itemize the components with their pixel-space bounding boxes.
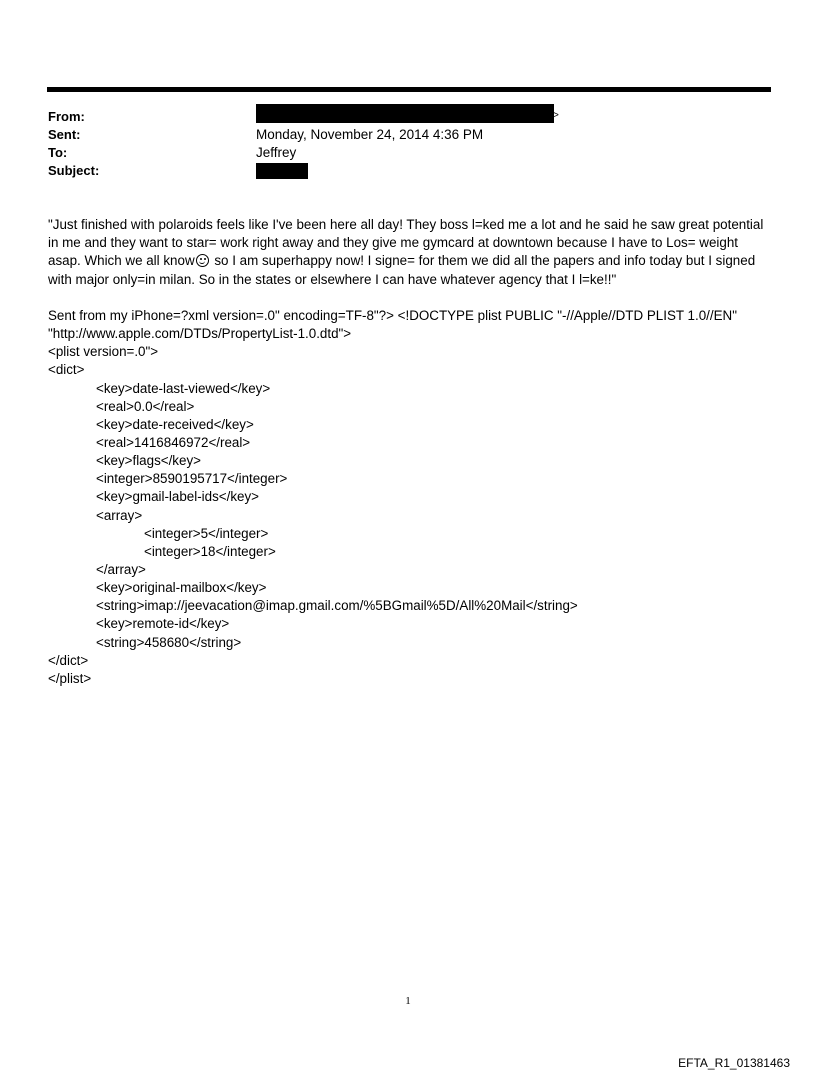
- message-body-part1: "Just finished with polaroids feels like I've been here all day! They boss l=ked me a lot and he said he saw great potential in me and they want to star= work right away and they give me gymcard at downtown because I have to Los= weight asap. Which we all know: [48, 217, 764, 269]
- plist-line: <integer>5</integer>: [144, 525, 269, 541]
- sent-label: Sent:: [48, 127, 81, 142]
- to-label: To:: [48, 145, 68, 160]
- plist-line: "http://www.apple.com/DTDs/PropertyList-1.0.dtd">: [48, 326, 352, 342]
- from-redaction: [256, 104, 554, 123]
- plist-block: [48, 307, 788, 688]
- header-rule: [47, 87, 771, 92]
- sent-value: Monday, November 24, 2014 4:36 PM: [256, 127, 484, 142]
- plist-line: <key>remote-id</key>: [96, 616, 230, 632]
- from-trailing-char: >: [553, 110, 559, 121]
- plist-line: <key>original-mailbox</key>: [96, 580, 267, 596]
- subject-label: Subject:: [48, 163, 100, 178]
- plist-line: <key>date-last-viewed</key>: [96, 380, 271, 396]
- to-value: Jeffrey: [256, 145, 297, 160]
- plist-line: <array>: [96, 507, 143, 523]
- plist-line: <plist version=.0">: [48, 344, 159, 360]
- plist-line: <key>date-received</key>: [96, 416, 254, 432]
- plist-line: Sent from my iPhone=?xml version=.0" encoding=TF-8"?> <!DOCTYPE plist PUBLIC "-//Apple//DTD PLIST 1.0//EN": [48, 308, 737, 323]
- document-id: EFTA_R1_01381463: [678, 1056, 790, 1070]
- plist-line: <string>imap://jeevacation@imap.gmail.com/%5BGmail%5D/All%20Mail</string>: [96, 598, 578, 614]
- smiley-icon: [196, 254, 209, 267]
- plist-line: <integer>18</integer>: [144, 543, 276, 559]
- page-number: 1: [405, 995, 411, 1007]
- plist-line: <dict>: [48, 362, 85, 378]
- plist-line: <real>0.0</real>: [96, 398, 195, 414]
- plist-line: <real>1416846972</real>: [96, 434, 251, 450]
- plist-line: <key>gmail-label-ids</key>: [96, 489, 260, 505]
- plist-line: </plist>: [48, 670, 92, 686]
- from-label: From:: [48, 109, 85, 124]
- subject-redaction: [256, 163, 308, 179]
- message-body-part2: so I am superhappy now! I signe= for them we did all the papers and info today but I signed with major only=in milan. So in the states or elsewhere I can have whatever agency that I l=ke!!": [48, 253, 756, 287]
- plist-line: </dict>: [48, 652, 89, 668]
- plist-line: <string>458680</string>: [96, 634, 242, 650]
- plist-line: <key>flags</key>: [96, 453, 201, 469]
- plist-line: </array>: [96, 561, 146, 577]
- message-body: [48, 216, 773, 289]
- plist-line: <integer>8590195717</integer>: [96, 471, 288, 487]
